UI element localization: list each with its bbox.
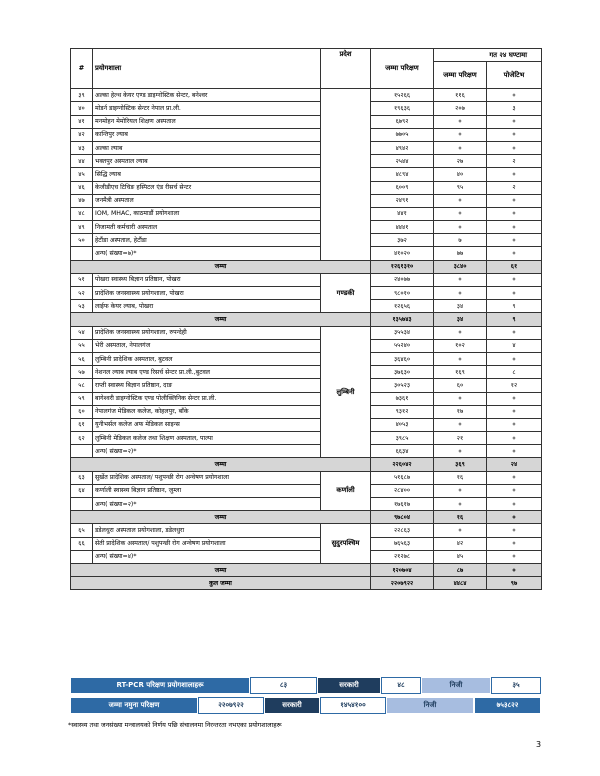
row-number: ६२ bbox=[71, 432, 93, 445]
subtotal-positive: ९ bbox=[487, 313, 542, 326]
table-row bbox=[71, 234, 542, 247]
row-number bbox=[71, 247, 93, 260]
header-total-tests: जम्मा परिक्षण bbox=[371, 49, 434, 89]
table-row bbox=[71, 326, 542, 339]
row-number: ४७ bbox=[71, 194, 93, 207]
row-number: ५० bbox=[71, 234, 93, 247]
row-number: ६० bbox=[71, 405, 93, 418]
grand-total-row bbox=[71, 577, 542, 590]
row-number: ५४ bbox=[71, 326, 93, 339]
total-tests: ३०५२३ bbox=[371, 379, 434, 392]
tests-24h: ० bbox=[434, 484, 487, 497]
subtotal-total: १२०७०४ bbox=[371, 563, 434, 576]
tests-24h: ० bbox=[434, 418, 487, 431]
tests-24h: ११६ bbox=[434, 89, 487, 102]
table-row bbox=[71, 247, 542, 260]
grand-total-positive: ९७ bbox=[487, 577, 542, 590]
pvt-sample-count: ७५३८२२ bbox=[474, 697, 541, 714]
table-row bbox=[71, 432, 542, 445]
subtotal-positive: ० bbox=[487, 511, 542, 524]
lab-name: सेती प्रादेशिक अस्पताल/ पशुपन्छी रोग अन्वेषण प्रयोगशाला bbox=[93, 537, 321, 550]
lab-name: अल्का हेल्थ केयर एण्ड डाइग्नोस्टिक सेन्टर, बनेश्वर bbox=[93, 89, 321, 102]
positive-24h: ८ bbox=[487, 366, 542, 379]
total-tests: १७६१७ bbox=[371, 498, 434, 511]
total-tests: ३७६३० bbox=[371, 366, 434, 379]
page-number: 3 bbox=[536, 740, 542, 749]
positive-24h: ० bbox=[487, 128, 542, 141]
tests-24h: ० bbox=[434, 287, 487, 300]
table-row bbox=[71, 392, 542, 405]
positive-24h: ० bbox=[487, 221, 542, 234]
row-number bbox=[71, 445, 93, 458]
row-number: ६४ bbox=[71, 484, 93, 497]
total-tests: ३७२ bbox=[371, 234, 434, 247]
positive-24h: ० bbox=[487, 471, 542, 484]
tests-24h: ० bbox=[434, 194, 487, 207]
lab-name: मोडर्न डाइग्नोस्टिक सेन्टर नेपाल प्रा.ली. bbox=[93, 102, 321, 115]
lab-name: भक्तपुर अस्पताल ल्याब bbox=[93, 155, 321, 168]
footnote: *स्वास्थ्य तथा जनसंख्या मन्त्रालयको निर्णय पछि संचालनमा निरन्तरता नभएका प्रयोगशालाहरू bbox=[68, 721, 282, 729]
subtotal-row bbox=[71, 458, 542, 471]
rtpcr-label: RT-PCR परिक्षण प्रयोगशालाहरू bbox=[70, 677, 250, 694]
tests-24h: ० bbox=[434, 141, 487, 154]
table-row bbox=[71, 550, 542, 563]
tests-24h: ७ bbox=[434, 234, 487, 247]
positive-24h: ० bbox=[487, 524, 542, 537]
lab-name: निजामती कर्मचारी अस्पताल bbox=[93, 221, 321, 234]
lab-name: राप्ती स्वास्थ्य बिज्ञान प्रतिष्ठान, दाङ bbox=[93, 379, 321, 392]
gov-sample-count: १४५४१०० bbox=[320, 697, 386, 714]
table-row bbox=[71, 498, 542, 511]
total-tests: ५५२४० bbox=[371, 339, 434, 352]
subtotal-label: जम्मा bbox=[71, 511, 371, 524]
lab-name: पोखरा स्वास्थ्य बिज्ञान प्रतिष्ठान, पोखरा bbox=[93, 273, 321, 286]
row-number: ६६ bbox=[71, 537, 93, 550]
positive-24h: ० bbox=[487, 168, 542, 181]
row-number: ५६ bbox=[71, 352, 93, 365]
tests-24h: ० bbox=[434, 392, 487, 405]
tests-24h: ० bbox=[434, 128, 487, 141]
positive-24h: ० bbox=[487, 141, 542, 154]
subtotal-24h: ३८४० bbox=[434, 260, 487, 273]
row-number: ५३ bbox=[71, 300, 93, 313]
total-tests: ३९८५ bbox=[371, 432, 434, 445]
total-tests: ९३१२ bbox=[371, 405, 434, 418]
table-row bbox=[71, 405, 542, 418]
table-row bbox=[71, 168, 542, 181]
lab-name: प्रादेशिक जनस्वास्थ्य प्रयोगशाला, रुपन्देही bbox=[93, 326, 321, 339]
table-row bbox=[71, 537, 542, 550]
summary-panel bbox=[70, 677, 541, 717]
positive-24h: ० bbox=[487, 550, 542, 563]
lab-name: सिद्धि ल्याब bbox=[93, 168, 321, 181]
lab-name: लुम्बिनी मेडिकल कलेज तथा शिक्षण अस्पताल, पाल्पा bbox=[93, 432, 321, 445]
subtotal-positive: २४ bbox=[487, 458, 542, 471]
subtotal-total: १२६१३१० bbox=[371, 260, 434, 273]
lab-name: हेटौंडा अस्पताल, हेटौंडा bbox=[93, 234, 321, 247]
lab-name: प्रादेशिक जनस्वास्थ्य प्रयोगशाला, पोखरा bbox=[93, 287, 321, 300]
table-row bbox=[71, 300, 542, 313]
row-number: ४२ bbox=[71, 128, 93, 141]
header-number: # bbox=[71, 49, 93, 89]
table-row bbox=[71, 115, 542, 128]
total-tests: ६००९ bbox=[371, 181, 434, 194]
table-row bbox=[71, 352, 542, 365]
lab-name: कर्णाली स्वास्थ्य बिज्ञान प्रतिष्ठान, जुम्ला bbox=[93, 484, 321, 497]
total-tests: ९८०१० bbox=[371, 287, 434, 300]
row-number: ५५ bbox=[71, 339, 93, 352]
tests-24h: १०२ bbox=[434, 339, 487, 352]
table-row bbox=[71, 471, 542, 484]
grand-total-tests: २२०७९२२ bbox=[371, 577, 434, 590]
tests-24h: ० bbox=[434, 352, 487, 365]
total-tests: ४८९४ bbox=[371, 168, 434, 181]
positive-24h: ० bbox=[487, 115, 542, 128]
total-tests: १२६५६ bbox=[371, 300, 434, 313]
subtotal-total: ९७८०४ bbox=[371, 511, 434, 524]
tests-24h: ० bbox=[434, 207, 487, 220]
tests-24h: १६ bbox=[434, 471, 487, 484]
positive-24h: ० bbox=[487, 352, 542, 365]
total-tests: ६६३४ bbox=[371, 445, 434, 458]
table-row bbox=[71, 155, 542, 168]
pvt-lab-label: निजी bbox=[421, 677, 491, 694]
header-24h-positive: पोजेटिभ bbox=[487, 62, 542, 89]
table-body bbox=[71, 89, 542, 590]
lab-name: सुर्खेत प्रादेशिक अस्पताल/ पशुपन्छी रोग अन्वेषण प्रयोगशाला bbox=[93, 471, 321, 484]
sample-label: जम्मा नमुना परिक्षण bbox=[70, 697, 198, 714]
grand-total-label: कुल जम्मा bbox=[71, 577, 371, 590]
table-row bbox=[71, 445, 542, 458]
subtotal-positive: ० bbox=[487, 563, 542, 576]
table-row bbox=[71, 141, 542, 154]
positive-24h: ० bbox=[487, 273, 542, 286]
subtotal-row bbox=[71, 511, 542, 524]
row-number: ५१ bbox=[71, 273, 93, 286]
total-tests: ३६४६० bbox=[371, 352, 434, 365]
lab-name: अन्य( संख्या=२)* bbox=[93, 445, 321, 458]
row-number: ५७ bbox=[71, 366, 93, 379]
lab-name: नेशनल ल्याब ल्याब एण्ड रिसर्च सेन्टर प्रा.ली.,बुटवल bbox=[93, 366, 321, 379]
positive-24h: ० bbox=[487, 207, 542, 220]
total-tests: ७७०५ bbox=[371, 128, 434, 141]
tests-24h: ० bbox=[434, 326, 487, 339]
row-number: ६१ bbox=[71, 418, 93, 431]
positive-24h: ० bbox=[487, 89, 542, 102]
total-tests: २४९१ bbox=[371, 194, 434, 207]
lab-name: मनमोहन मेमोरियल शिक्षण अस्पताल bbox=[93, 115, 321, 128]
positive-24h: १२ bbox=[487, 379, 542, 392]
tests-24h: १७ bbox=[434, 405, 487, 418]
lab-table bbox=[70, 48, 542, 590]
subtotal-label: जम्मा bbox=[71, 313, 371, 326]
lab-name: अन्य( संख्या=२)* bbox=[93, 498, 321, 511]
total-tests: ४९४२ bbox=[371, 141, 434, 154]
table-row bbox=[71, 366, 542, 379]
table-row bbox=[71, 484, 542, 497]
summary-row-samples bbox=[70, 697, 541, 714]
lab-name: अन्य( संख्या=७)* bbox=[93, 247, 321, 260]
lab-name: अन्य( संख्या=४)* bbox=[93, 550, 321, 563]
pvt-lab-count: ३५ bbox=[491, 677, 541, 694]
subtotal-row bbox=[71, 260, 542, 273]
tests-24h: २१ bbox=[434, 432, 487, 445]
tests-24h: १६९ bbox=[434, 366, 487, 379]
positive-24h: ३ bbox=[487, 102, 542, 115]
positive-24h: ० bbox=[487, 287, 542, 300]
row-number bbox=[71, 498, 93, 511]
tests-24h: ० bbox=[434, 445, 487, 458]
row-number: ५८ bbox=[71, 379, 93, 392]
tests-24h: ० bbox=[434, 498, 487, 511]
positive-24h: ० bbox=[487, 445, 542, 458]
lab-name: युनीभर्सल कलेज अफ मेडिकल साइन्स bbox=[93, 418, 321, 431]
table-row bbox=[71, 339, 542, 352]
table-row bbox=[71, 287, 542, 300]
tests-24h: २७ bbox=[434, 155, 487, 168]
lab-name: अल्का ल्याब bbox=[93, 141, 321, 154]
total-tests: २५४४ bbox=[371, 155, 434, 168]
row-number: ५२ bbox=[71, 287, 93, 300]
gov-lab-count: ४८ bbox=[381, 677, 421, 694]
subtotal-label: जम्मा bbox=[71, 563, 371, 576]
rtpcr-count: ८३ bbox=[250, 677, 317, 694]
table-row bbox=[71, 524, 542, 537]
tests-24h: ० bbox=[434, 524, 487, 537]
positive-24h: ० bbox=[487, 432, 542, 445]
tests-24h: ४२ bbox=[434, 537, 487, 550]
positive-24h: २ bbox=[487, 155, 542, 168]
table-row bbox=[71, 379, 542, 392]
tests-24h: ९५ bbox=[434, 181, 487, 194]
row-number: ४६ bbox=[71, 181, 93, 194]
total-tests: २२८६३ bbox=[371, 524, 434, 537]
positive-24h: ० bbox=[487, 392, 542, 405]
lab-name: नेपालगंज मेडिकल कलेज, कोहलपुर, बाँके bbox=[93, 405, 321, 418]
table-row bbox=[71, 102, 542, 115]
subtotal-24h: ३४ bbox=[434, 313, 487, 326]
subtotal-24h: ३६९ bbox=[434, 458, 487, 471]
lab-name: लाईफ केयर ल्याब, पोखरा bbox=[93, 300, 321, 313]
subtotal-row bbox=[71, 563, 542, 576]
row-number: ३९ bbox=[71, 89, 93, 102]
positive-24h: ० bbox=[487, 498, 542, 511]
tests-24h: ४० bbox=[434, 168, 487, 181]
row-number: ४५ bbox=[71, 168, 93, 181]
positive-24h: ४ bbox=[487, 339, 542, 352]
lab-name: डडेलधुरा अस्पताल प्रयोगशाला, डडेलधुरा bbox=[93, 524, 321, 537]
gov-lab-label: सरकारी bbox=[317, 677, 381, 694]
header-last-24h: गत २४ घण्टामा bbox=[434, 49, 542, 62]
total-tests: ४१०२० bbox=[371, 247, 434, 260]
positive-24h: ० bbox=[487, 484, 542, 497]
row-number: ४९ bbox=[71, 221, 93, 234]
header-lab: प्रयोगशाला bbox=[93, 49, 321, 89]
table-row bbox=[71, 418, 542, 431]
table-row bbox=[71, 128, 542, 141]
total-tests: ३५५३४ bbox=[371, 326, 434, 339]
subtotal-label: जम्मा bbox=[71, 260, 371, 273]
lab-name: जनमैत्री अस्पताल bbox=[93, 194, 321, 207]
lab-name: केजीडीएच टिचिङ हस्पिटल एंड रीसर्च सेन्टर bbox=[93, 181, 321, 194]
row-number: ४८ bbox=[71, 207, 93, 220]
positive-24h: ० bbox=[487, 405, 542, 418]
tests-24h: ० bbox=[434, 273, 487, 286]
province-name: गण्डकी bbox=[321, 273, 371, 313]
table-row bbox=[71, 194, 542, 207]
lab-name: लुम्बिनी प्रादेशिक अस्पताल, बुटवल bbox=[93, 352, 321, 365]
header-24h-total: जम्मा परिक्षण bbox=[434, 62, 487, 89]
table-row bbox=[71, 273, 542, 286]
positive-24h: ० bbox=[487, 326, 542, 339]
subtotal-row bbox=[71, 313, 542, 326]
total-tests: १५२६६ bbox=[371, 89, 434, 102]
subtotal-positive: ६१ bbox=[487, 260, 542, 273]
total-tests: ४४१ bbox=[371, 207, 434, 220]
positive-24h: ० bbox=[487, 418, 542, 431]
province-name: सुदुरपश्चिम bbox=[321, 524, 371, 564]
positive-24h: ० bbox=[487, 537, 542, 550]
table-row bbox=[71, 221, 542, 234]
total-tests: २१२७८ bbox=[371, 550, 434, 563]
total-tests: ६७९२ bbox=[371, 115, 434, 128]
lab-name: कान्तिपुर ल्याब bbox=[93, 128, 321, 141]
summary-row-labs bbox=[70, 677, 541, 694]
total-tests: ५१६८७ bbox=[371, 471, 434, 484]
tests-24h: ४५ bbox=[434, 550, 487, 563]
total-tests: ७३६१ bbox=[371, 392, 434, 405]
header-province: प्रदेश bbox=[321, 49, 371, 89]
province-name: लुम्बिनी bbox=[321, 326, 371, 458]
lab-name: भेरी अस्पताल, नेपालगंज bbox=[93, 339, 321, 352]
subtotal-24h: १६ bbox=[434, 511, 487, 524]
gov-sample-label: सरकारी bbox=[264, 697, 320, 714]
tests-24h: ६० bbox=[434, 379, 487, 392]
total-tests: २४०७७ bbox=[371, 273, 434, 286]
positive-24h: ० bbox=[487, 247, 542, 260]
total-tests: २८४०० bbox=[371, 484, 434, 497]
total-tests: ७६५६३ bbox=[371, 537, 434, 550]
lab-name: बागेश्वरी डाइग्नोस्टिक एण्ड पोलीक्लिनिक सेन्टर प्रा.ली. bbox=[93, 392, 321, 405]
pvt-sample-label: निजी bbox=[386, 697, 474, 714]
positive-24h: २ bbox=[487, 181, 542, 194]
row-number: ६३ bbox=[71, 471, 93, 484]
subtotal-total: १३५७४३ bbox=[371, 313, 434, 326]
total-tests: ४४४१ bbox=[371, 221, 434, 234]
tests-24h: ० bbox=[434, 221, 487, 234]
lab-table-section bbox=[70, 48, 541, 590]
row-number: ६५ bbox=[71, 524, 93, 537]
row-number bbox=[71, 550, 93, 563]
tests-24h: ७७ bbox=[434, 247, 487, 260]
tests-24h: २०७ bbox=[434, 102, 487, 115]
tests-24h: ३४ bbox=[434, 300, 487, 313]
tests-24h: ० bbox=[434, 115, 487, 128]
row-number: ५९ bbox=[71, 392, 93, 405]
positive-24h: ० bbox=[487, 194, 542, 207]
grand-total-24h: ४४८४ bbox=[434, 577, 487, 590]
province-name: कर्णाली bbox=[321, 471, 371, 511]
table-row bbox=[71, 181, 542, 194]
subtotal-total: २२६०४२ bbox=[371, 458, 434, 471]
total-tests: ४०५३ bbox=[371, 418, 434, 431]
subtotal-label: जम्मा bbox=[71, 458, 371, 471]
subtotal-24h: ८७ bbox=[434, 563, 487, 576]
sample-total: २२०७९२२ bbox=[198, 697, 264, 714]
table-row bbox=[71, 89, 542, 102]
positive-24h: ० bbox=[487, 234, 542, 247]
table-row bbox=[71, 207, 542, 220]
lab-name: IOM, MHAC, काठमाडौं प्रयोगशाला bbox=[93, 207, 321, 220]
row-number: ४० bbox=[71, 102, 93, 115]
row-number: ४३ bbox=[71, 141, 93, 154]
positive-24h: ९ bbox=[487, 300, 542, 313]
province-name bbox=[321, 89, 371, 260]
row-number: ४१ bbox=[71, 115, 93, 128]
row-number: ४४ bbox=[71, 155, 93, 168]
total-tests: १९६३६ bbox=[371, 102, 434, 115]
table-header bbox=[71, 49, 542, 89]
